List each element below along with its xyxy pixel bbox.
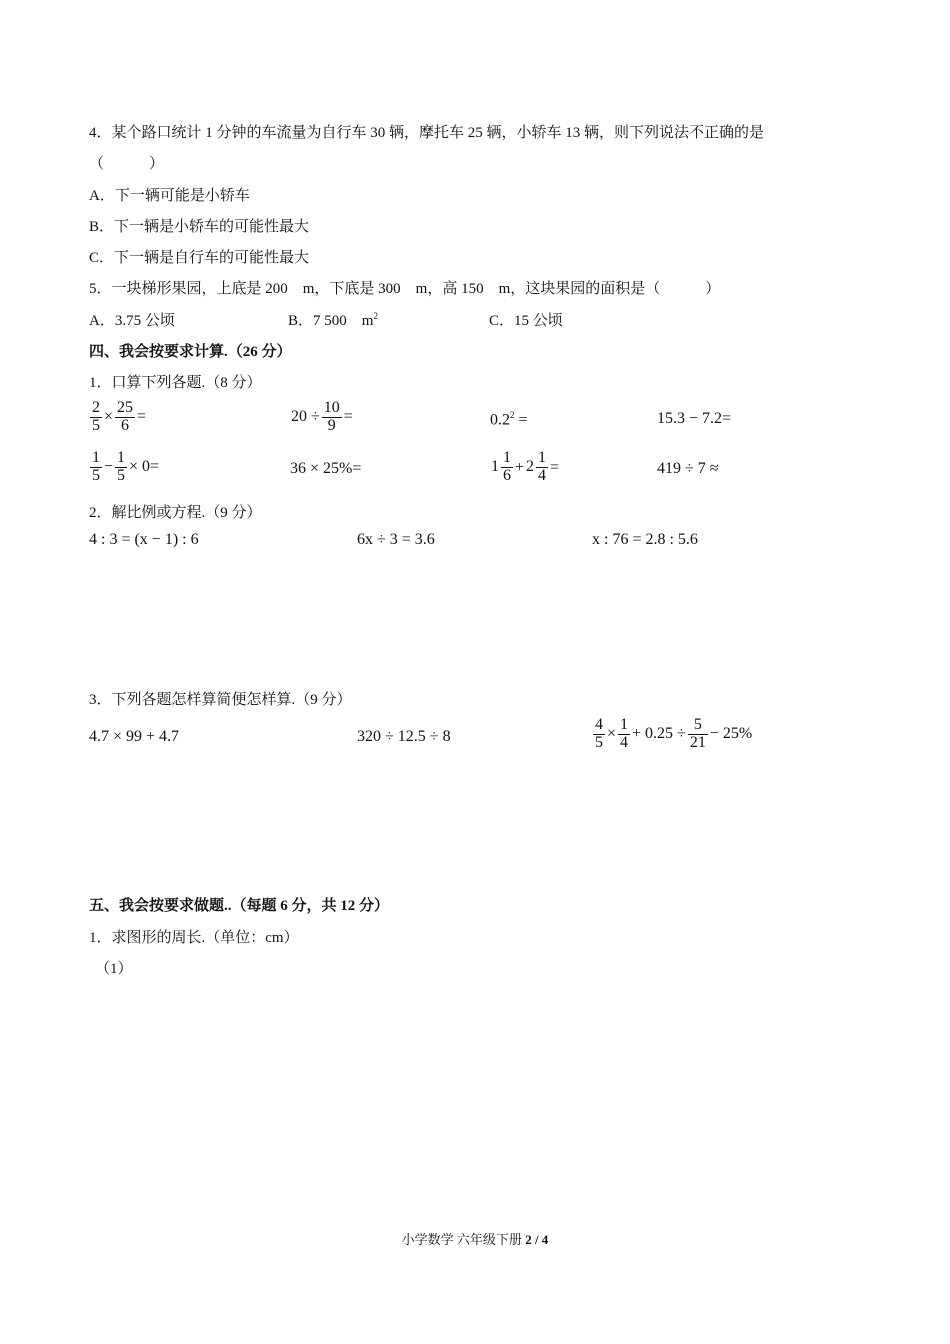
section-4-title: 四、我会按要求计算.（26 分） — [89, 344, 292, 360]
expr-base: 0.2 — [490, 411, 510, 429]
question-5-option-c: C．15 公顷 — [489, 313, 563, 329]
question-5-text: 5．一块梯形果园，上底是 200 m，下底是 300 m，高 150 m，这块果园的面积是（ ） — [89, 281, 721, 297]
frac-numerator: 1 — [117, 449, 126, 466]
frac-denominator: 4 — [620, 733, 629, 751]
equals: = — [514, 411, 528, 429]
operator: × — [104, 408, 114, 426]
oral-r2c1 — [89, 450, 160, 485]
section-5-sub1-title: 1．求图形的周长.（单位：cm） — [89, 930, 299, 946]
expr-tail: × 0= — [129, 458, 160, 476]
operator: − — [104, 458, 114, 476]
equals: = — [343, 408, 353, 426]
frac-numerator: 10 — [323, 399, 340, 416]
oral-r1c1 — [89, 400, 147, 435]
frac-denominator: 5 — [92, 466, 100, 484]
section-5-part-1-label: （1） — [95, 961, 133, 977]
oral-r1c3 — [490, 410, 528, 429]
whole-part: 2 — [526, 458, 535, 476]
question-5-option-b — [288, 309, 378, 330]
oral-r1c4: 15.3 − 7.2= — [657, 410, 732, 427]
question-4-option-c: C．下一辆是自行车的可能性最大 — [89, 250, 310, 266]
frac-numerator: 25 — [117, 399, 134, 416]
option-b-text: B．7 500 m — [288, 313, 374, 329]
frac-denominator: 5 — [92, 416, 100, 434]
question-4-option-a: A．下一辆可能是小轿车 — [89, 188, 250, 204]
frac-denominator: 6 — [503, 466, 511, 484]
question-4-option-b: B．下一辆是小轿车的可能性最大 — [89, 219, 310, 235]
frac-denominator: 5 — [117, 466, 126, 484]
frac-numerator: 2 — [92, 399, 100, 416]
equation-1: 4 : 3 = (x − 1) : 6 — [89, 531, 199, 548]
oral-r2c3 — [490, 450, 560, 485]
frac-numerator: 1 — [503, 449, 511, 466]
frac-numerator: 4 — [595, 716, 603, 733]
expr-tail: − 25% — [709, 725, 753, 743]
option-b-superscript: 2 — [373, 311, 378, 321]
section-4-sub2-title: 2．解比例或方程.（9 分） — [89, 505, 262, 521]
frac-numerator: 1 — [92, 449, 100, 466]
section-4-sub3-title: 3．下列各题怎样算简便怎样算.（9 分） — [89, 692, 352, 708]
section-5-title: 五、我会按要求做题..（每题 6 分，共 12 分） — [89, 898, 390, 914]
oral-r2c4: 419 ÷ 7 ≈ — [657, 460, 719, 477]
frac-denominator: 9 — [327, 416, 336, 434]
question-4-text: 4．某个路口统计 1 分钟的车流量为自行车 30 辆，摩托车 25 辆，小轿车 13 辆，则下列说法不正确的是 — [89, 125, 765, 141]
question-4-answer-blank: （ ） — [89, 156, 165, 172]
frac-numerator: 1 — [538, 449, 547, 466]
simplify-1: 4.7 × 99 + 4.7 — [89, 728, 180, 745]
page-footer — [0, 1229, 950, 1248]
oral-r2c2: 36 × 25%= — [290, 460, 362, 477]
operator: × — [607, 725, 617, 743]
equation-3: x : 76 = 2.8 : 5.6 — [592, 531, 698, 548]
frac-denominator: 21 — [689, 733, 706, 751]
frac-numerator: 5 — [688, 717, 708, 735]
expr-mid: + 0.25 ÷ — [632, 725, 686, 743]
simplify-2: 320 ÷ 12.5 ÷ 8 — [357, 728, 451, 745]
footer-text: 小学数学 六年级下册 — [401, 1232, 526, 1247]
frac-denominator: 5 — [595, 733, 603, 751]
whole-part: 1 — [491, 458, 499, 476]
frac-denominator: 4 — [538, 466, 547, 484]
expr-exponent: 2 — [510, 410, 515, 420]
question-5-option-a: A．3.75 公顷 — [89, 313, 175, 329]
simplify-3 — [592, 717, 753, 752]
equation-2: 6x ÷ 3 = 3.6 — [357, 531, 435, 548]
page-number: 2 / 4 — [525, 1232, 549, 1247]
frac-numerator: 1 — [620, 716, 629, 733]
operator: + — [515, 458, 525, 476]
frac-denominator: 6 — [121, 416, 130, 434]
section-4-sub1-title: 1．口算下列各题.（8 分） — [89, 375, 262, 391]
oral-r1c2 — [290, 400, 354, 435]
expr-lead: 20 ÷ — [291, 408, 320, 426]
equals: = — [550, 458, 560, 476]
equals: = — [137, 408, 147, 426]
